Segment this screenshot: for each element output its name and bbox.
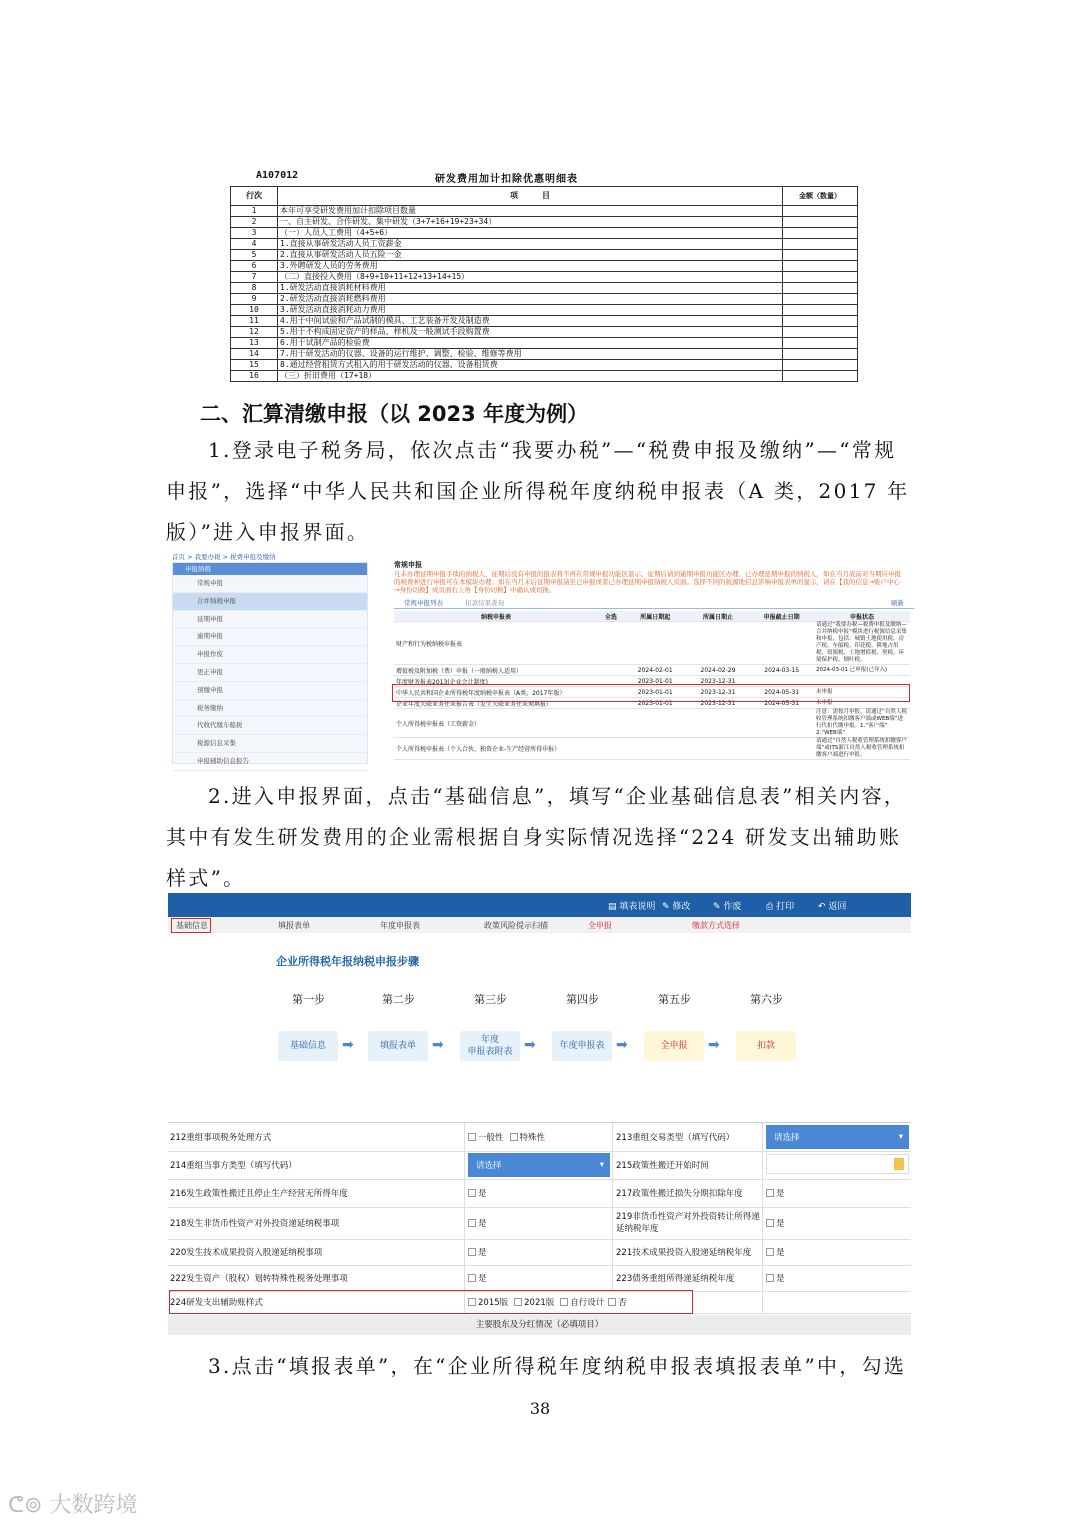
row-amount bbox=[783, 239, 858, 250]
row-amount bbox=[783, 316, 858, 327]
sidebar-item[interactable]: 更正申报 bbox=[173, 664, 367, 682]
nav-annual-form[interactable]: 年度申报表 bbox=[380, 921, 420, 930]
row-number: 4 bbox=[231, 239, 278, 250]
th-to: 所属日期止 bbox=[687, 611, 750, 622]
row-item: 3.外聘研发人员的劳务费用 bbox=[278, 261, 783, 272]
table-row bbox=[231, 261, 858, 272]
label-223: 223债务重组所得递延纳税年度 bbox=[616, 1274, 735, 1284]
arrow-right-icon: ➡ bbox=[708, 1037, 720, 1053]
notice-text: 凡未办理延期申报手续的纳税人，征期后没有申报的报表将不再在常规申报功能区显示，征期后请到逾期申报功能区办理。已办理延期申报的纳税人，如在当月底前对当期应申报的税费种进行申报可在本模块办理；如在当月末后延期申报請至已申报或者已办理延期申报纳税人页面。选择不同的税源地信息影响申报表单的显示，请在【我的信息→账户中心→身份切换】或页面右上角【身份切换】中确认或切换。 bbox=[394, 570, 901, 594]
cell-to bbox=[687, 709, 750, 738]
step-box-fill-form[interactable]: 填报表单 bbox=[368, 1031, 428, 1061]
highlight-box bbox=[171, 918, 211, 933]
col-header-no: 行次 bbox=[231, 187, 278, 206]
paragraph-step-3: 3.点击“填报表单”，在“企业所得税年度纳税申报表填报表单”中，勾选 bbox=[208, 1354, 907, 1378]
table-row bbox=[231, 272, 858, 283]
table-row bbox=[231, 305, 858, 316]
edit-button[interactable]: ✎ 修改 bbox=[662, 902, 691, 912]
row-amount bbox=[783, 305, 858, 316]
cell-select[interactable] bbox=[598, 622, 624, 665]
cell-form-name[interactable]: 企业年度关联业务往来报告表（发生关联业务往来须填报） bbox=[394, 698, 598, 709]
sidebar-item[interactable]: 税务缴纳 bbox=[173, 700, 367, 718]
table-row bbox=[231, 250, 858, 261]
row-number: 11 bbox=[231, 316, 278, 327]
label-219: 219非货币性资产对外投资转让所得递延纳税年度 bbox=[616, 1212, 760, 1234]
back-button[interactable]: ↶ 返回 bbox=[818, 902, 847, 912]
void-button[interactable]: ✎ 作废 bbox=[713, 902, 742, 912]
row-number: 12 bbox=[231, 327, 278, 338]
row-amount bbox=[783, 228, 858, 239]
sidebar-item[interactable]: 预缴申报 bbox=[173, 682, 367, 700]
arrow-right-icon: ➡ bbox=[342, 1037, 354, 1053]
checkbox-217[interactable]: 是 bbox=[764, 1179, 785, 1207]
cell-deadline bbox=[749, 622, 814, 665]
select-213[interactable]: 请选择 ▾ bbox=[766, 1125, 909, 1149]
checkbox-222[interactable]: 是 bbox=[466, 1265, 487, 1291]
sidebar-item[interactable]: 逾期申报 bbox=[173, 628, 367, 646]
col-header-amount: 金额（数量） bbox=[783, 187, 858, 206]
th-select-all[interactable]: 全选 bbox=[598, 611, 624, 622]
checkbox-220[interactable]: 是 bbox=[466, 1239, 487, 1265]
table-row[interactable] bbox=[394, 665, 910, 676]
table-row bbox=[231, 360, 858, 371]
option-general[interactable]: 一般性 特殊性 bbox=[466, 1123, 545, 1151]
select-214[interactable]: 请选择 ▾ bbox=[468, 1153, 610, 1177]
label-220: 220发生技术成果投资入股递延纳税事项 bbox=[170, 1248, 323, 1258]
cell-from: 2023-01-01 bbox=[624, 676, 687, 687]
toolbar bbox=[168, 893, 911, 917]
refresh-button[interactable]: 刷新 bbox=[891, 599, 904, 607]
breadcrumb: 首页 > 我要办税 > 税费申报及缴纳 bbox=[172, 553, 276, 561]
highlight-box bbox=[169, 1290, 693, 1314]
row-amount bbox=[783, 250, 858, 261]
step-box-annual-form[interactable]: 年度申报表 bbox=[552, 1031, 612, 1061]
cell-deadline bbox=[749, 738, 814, 760]
row-amount bbox=[783, 349, 858, 360]
nav-basic-info[interactable]: 基础信息 bbox=[176, 921, 208, 930]
table-row bbox=[231, 294, 858, 305]
table-row bbox=[231, 217, 858, 228]
form-code: A107012 bbox=[256, 170, 299, 181]
label-214: 214重组当事方类型（填写代码） bbox=[170, 1161, 297, 1171]
screenshot-declaration-steps bbox=[168, 893, 911, 1093]
sidebar-item[interactable]: 申报辅助信息报告 bbox=[173, 753, 367, 771]
row-item: 1.直接从事研发活动人员工资薪金 bbox=[278, 239, 783, 250]
row-item: 4.用于中间试验和产品试制的模具、工艺装备开发及制造费 bbox=[278, 316, 783, 327]
cell-deadline: 2024-05-31 bbox=[749, 687, 814, 698]
row-amount bbox=[783, 327, 858, 338]
cell-from: 2023-01-01 bbox=[624, 698, 687, 709]
cell-deadline bbox=[749, 709, 814, 738]
cell-deadline: 2024-05-31 bbox=[749, 698, 814, 709]
cell-select[interactable] bbox=[598, 709, 624, 738]
sidebar-header: 申报纳税 bbox=[173, 563, 367, 575]
cell-status: 注意：需按月申报。请通过“自然人税收管理系统扣缴客户端或WEB端”进行代扣代缴申报。1.“客户端” 2.“WEB端” bbox=[814, 709, 910, 738]
form-row-212 bbox=[168, 1123, 911, 1152]
row-item: 2.研发活动直接消耗燃料费用 bbox=[278, 294, 783, 305]
th-from: 所属日期起 bbox=[624, 611, 687, 622]
row-item: （三）折旧费用（17+18） bbox=[278, 371, 783, 382]
checkbox-221[interactable]: 是 bbox=[764, 1239, 785, 1265]
table-row[interactable] bbox=[394, 622, 910, 665]
label-217: 217政策性搬迁损失分期扣除年度 bbox=[616, 1189, 743, 1199]
table-row bbox=[231, 228, 858, 239]
row-amount bbox=[783, 283, 858, 294]
sidebar-item[interactable]: 延期申报 bbox=[173, 611, 367, 629]
row-number: 7 bbox=[231, 272, 278, 283]
tab-bar bbox=[394, 598, 914, 609]
table-row bbox=[231, 371, 858, 382]
sidebar-item[interactable]: 代收代缴车船税 bbox=[173, 717, 367, 735]
calendar-icon[interactable] bbox=[894, 1158, 904, 1170]
row-item: 7.用于研发活动的仪器、设备的运行维护、调整、检验、维修等费用 bbox=[278, 349, 783, 360]
cell-to: 2023-12-31 bbox=[687, 698, 750, 709]
label-218: 218发生非货币性资产对外投资递延纳税事项 bbox=[170, 1219, 340, 1229]
table-row bbox=[231, 349, 858, 360]
cell-from: 2023-01-01 bbox=[624, 687, 687, 698]
sidebar-item[interactable]: 常规申报 bbox=[173, 575, 367, 593]
cell-status: 请通过“我要办税—税费申报及缴纳—合并纳税申报”模块进行税源信息采集和申报，包括：城镇土地使用税、房产税、车船税、印花税、耕地占用税、资源税、土地增值税、契税、环境保护税、烟叶税。 bbox=[814, 622, 910, 665]
table-row bbox=[231, 316, 858, 327]
main-panel bbox=[394, 560, 914, 764]
screenshot-routine-declaration bbox=[166, 550, 916, 765]
form-row-222 bbox=[168, 1265, 911, 1292]
cell-to: 2023-12-31 bbox=[687, 687, 750, 698]
step-1-label: 第一步 bbox=[292, 993, 325, 1006]
row-number: 5 bbox=[231, 250, 278, 261]
label-213: 213重组交易类型（填写代码） bbox=[616, 1133, 735, 1143]
paragraph-step-1: 1.登录电子税务局，依次点击“我要办税”—“税费申报及缴纳”—“常规申报”，选择“中华人民共和国企业所得税年度纳税申报表（A 类，2017 年版）”进入申报界面。 bbox=[166, 438, 910, 544]
cell-to bbox=[687, 738, 750, 760]
row-item: 一、自主研发、合作研发、集中研发（3+7+16+19+23+34） bbox=[278, 217, 783, 228]
row-item: 6.用于试制产品的检验费 bbox=[278, 338, 783, 349]
label-224: 224研发支出辅助账样式 bbox=[170, 1298, 263, 1308]
row-number: 3 bbox=[231, 228, 278, 239]
cell-from bbox=[624, 709, 687, 738]
cell-to: 2024-02-29 bbox=[687, 665, 750, 676]
th-form: 纳税申报表 bbox=[394, 611, 598, 622]
step-3-label: 第三步 bbox=[474, 993, 507, 1006]
step-box-deduct[interactable]: 扣款 bbox=[736, 1031, 796, 1061]
arrow-right-icon: ➡ bbox=[616, 1037, 628, 1053]
row-number: 15 bbox=[231, 360, 278, 371]
row-item: 5.用于不构成固定资产的样品、样机及一般测试手段购置费 bbox=[278, 327, 783, 338]
caret-down-icon: ▾ bbox=[898, 1132, 903, 1142]
nav-policy-risk[interactable]: 政策风险提示扫描 bbox=[484, 921, 548, 930]
row-number: 8 bbox=[231, 283, 278, 294]
row-number: 1 bbox=[231, 206, 278, 217]
step-box-full-declare[interactable]: 全申报 bbox=[644, 1031, 704, 1061]
row-item: （一）人员人工费用（4+5+6） bbox=[278, 228, 783, 239]
step-6-label: 第六步 bbox=[750, 993, 783, 1006]
table-row bbox=[231, 239, 858, 250]
paragraph-step-2: 2.进入申报界面，点击“基础信息”，填写“企业基础信息表”相关内容，其中有发生研发费用的企业需根据自身实际情况选择“224 研发支出辅助账样式”。 bbox=[166, 784, 907, 890]
watermark: ᕦ⊚ 大数跨境 bbox=[8, 1493, 138, 1518]
cell-form-name[interactable]: 增值税及附加税（费）申报（一般纳税人适用） bbox=[394, 665, 598, 676]
watermark-logo-icon: ᕦ⊚ bbox=[8, 1493, 43, 1518]
th-deadline: 申报截止日期 bbox=[749, 611, 814, 622]
cell-status: 请通过“自然人税收管理系统扣缴客户端”或ITS浙江自然人税收管理系统扣缴客户端进行申报。 bbox=[814, 738, 910, 760]
options-224[interactable]: 2015版 2021版 自行设计 否 bbox=[466, 1291, 627, 1313]
row-item: 3.研发活动直接消耗动力费用 bbox=[278, 305, 783, 316]
row-amount bbox=[783, 272, 858, 283]
sidebar bbox=[172, 562, 368, 764]
arrow-right-icon: ➡ bbox=[524, 1037, 536, 1053]
sidebar-item[interactable]: 合并纳税申报 bbox=[173, 593, 367, 611]
step-2-label: 第二步 bbox=[382, 993, 415, 1006]
checkbox-216[interactable]: 是 bbox=[466, 1179, 487, 1207]
checkbox-219[interactable]: 是 bbox=[764, 1207, 785, 1239]
nav-payment-method[interactable]: 缴款方式选择 bbox=[692, 921, 740, 930]
row-amount bbox=[783, 206, 858, 217]
row-amount bbox=[783, 261, 858, 272]
tab-routine-list[interactable]: 常规申报列表 bbox=[404, 599, 443, 607]
steps-title: 企业所得税年报纳税申报步骤 bbox=[276, 955, 419, 968]
row-number: 10 bbox=[231, 305, 278, 316]
label-216: 216发生政策性搬迁且停止生产经营无所得年度 bbox=[170, 1189, 348, 1199]
step-4-label: 第四步 bbox=[566, 993, 599, 1006]
row-number: 16 bbox=[231, 371, 278, 382]
cell-select[interactable] bbox=[598, 738, 624, 760]
cell-to: 2023-12-31 bbox=[687, 676, 750, 687]
caret-down-icon: ▾ bbox=[599, 1160, 604, 1170]
form-a107012-image bbox=[230, 168, 858, 384]
step-box-basic-info[interactable]: 基础信息 bbox=[278, 1031, 338, 1061]
table-row[interactable] bbox=[394, 738, 910, 760]
nav-full-declare[interactable]: 全申报 bbox=[588, 921, 612, 930]
cell-form-name[interactable]: 中华人民共和国企业所得税年度纳税申报表（A类，2017年版） bbox=[394, 687, 598, 698]
label-222: 222发生资产（股权）划转特殊性税务处理事项 bbox=[170, 1274, 348, 1284]
cell-from bbox=[624, 622, 687, 665]
arrow-right-icon: ➡ bbox=[432, 1037, 444, 1053]
table-row bbox=[231, 206, 858, 217]
table-row bbox=[231, 338, 858, 349]
cell-from: 2024-02-01 bbox=[624, 665, 687, 676]
cell-deadline: 2024-03-15 bbox=[749, 665, 814, 676]
basic-info-form bbox=[168, 1122, 911, 1337]
row-item: 1.研发活动直接消耗材料费用 bbox=[278, 283, 783, 294]
table-row[interactable] bbox=[394, 709, 910, 738]
cell-status: 未申报 bbox=[814, 698, 910, 709]
form-table bbox=[230, 186, 858, 382]
section-heading: 二、汇算清缴申报（以 2023 年度为例） bbox=[200, 402, 589, 426]
cell-form-name[interactable]: 财产和行为税纳税申报表 bbox=[394, 622, 598, 665]
step-nav bbox=[168, 917, 911, 933]
form-row-220 bbox=[168, 1239, 911, 1266]
shareholder-section-header[interactable]: 主要股东及分红情况（必填项目） bbox=[168, 1315, 911, 1335]
cell-select[interactable] bbox=[598, 665, 624, 676]
row-number: 14 bbox=[231, 349, 278, 360]
cell-status: 未申报 bbox=[814, 687, 910, 698]
row-number: 13 bbox=[231, 338, 278, 349]
table-row bbox=[231, 327, 858, 338]
row-amount bbox=[783, 217, 858, 228]
form-row-214 bbox=[168, 1151, 911, 1180]
table-row bbox=[231, 283, 858, 294]
date-input-215[interactable] bbox=[766, 1154, 909, 1174]
row-amount bbox=[783, 371, 858, 382]
row-amount bbox=[783, 360, 858, 371]
row-item: （二）直接投入费用（8+9+10+11+12+13+14+15） bbox=[278, 272, 783, 283]
form-title: 研发费用加计扣除优惠明细表 bbox=[435, 174, 578, 185]
form-row-218 bbox=[168, 1207, 911, 1240]
label-212: 212重组事项税务处理方式 bbox=[170, 1133, 272, 1143]
row-number: 6 bbox=[231, 261, 278, 272]
row-item: 本年可享受研发费用加计扣除项目数量 bbox=[278, 206, 783, 217]
cell-form-name[interactable]: 个人所得税申报表（工资薪金） bbox=[394, 709, 598, 738]
checkbox-218[interactable]: 是 bbox=[466, 1207, 487, 1239]
main-title: 常规申报 bbox=[394, 561, 422, 569]
fill-instructions-button[interactable]: ▤ 填表说明 bbox=[608, 902, 656, 912]
cell-from bbox=[624, 738, 687, 760]
sidebar-item[interactable]: 税源信息采集 bbox=[173, 735, 367, 753]
cell-form-name[interactable]: 年度财务报表2013(企业会计制度) bbox=[394, 676, 598, 687]
tab-deduction-query[interactable]: 扣款结果查询 bbox=[465, 599, 505, 607]
highlight-box bbox=[392, 684, 910, 702]
nav-fill-form[interactable]: 填报表单 bbox=[278, 921, 310, 930]
step-5-label: 第五步 bbox=[658, 993, 691, 1006]
row-amount bbox=[783, 338, 858, 349]
cell-to bbox=[687, 622, 750, 665]
row-number: 2 bbox=[231, 217, 278, 228]
label-215: 215政策性搬迁开始时间 bbox=[616, 1161, 709, 1171]
row-amount bbox=[783, 294, 858, 305]
col-header-item: 项 目 bbox=[278, 187, 783, 206]
cell-form-name[interactable]: 个人所得税申报表（个人合伙、独资企业-生产经营所得申报） bbox=[394, 738, 598, 760]
step-box-annual-schedule[interactable]: 年度 申报表附表 bbox=[460, 1031, 520, 1061]
print-button[interactable]: ⎙ 打印 bbox=[766, 902, 795, 912]
cell-status: 2024-03-01 已申报(已导入) bbox=[814, 665, 910, 676]
row-item: 8.通过经营租赁方式租入的用于研发活动的仪器、设备租赁费 bbox=[278, 360, 783, 371]
label-221: 221技术成果投资入股递延纳税年度 bbox=[616, 1248, 752, 1258]
row-number: 9 bbox=[231, 294, 278, 305]
checkbox-223[interactable]: 是 bbox=[764, 1265, 785, 1291]
th-status: 申报状态 bbox=[814, 611, 910, 622]
page-number: 38 bbox=[529, 1399, 551, 1418]
form-row-216 bbox=[168, 1179, 911, 1208]
sidebar-item[interactable]: 申报作废 bbox=[173, 646, 367, 664]
row-item: 2.直接从事研发活动人员五险一金 bbox=[278, 250, 783, 261]
